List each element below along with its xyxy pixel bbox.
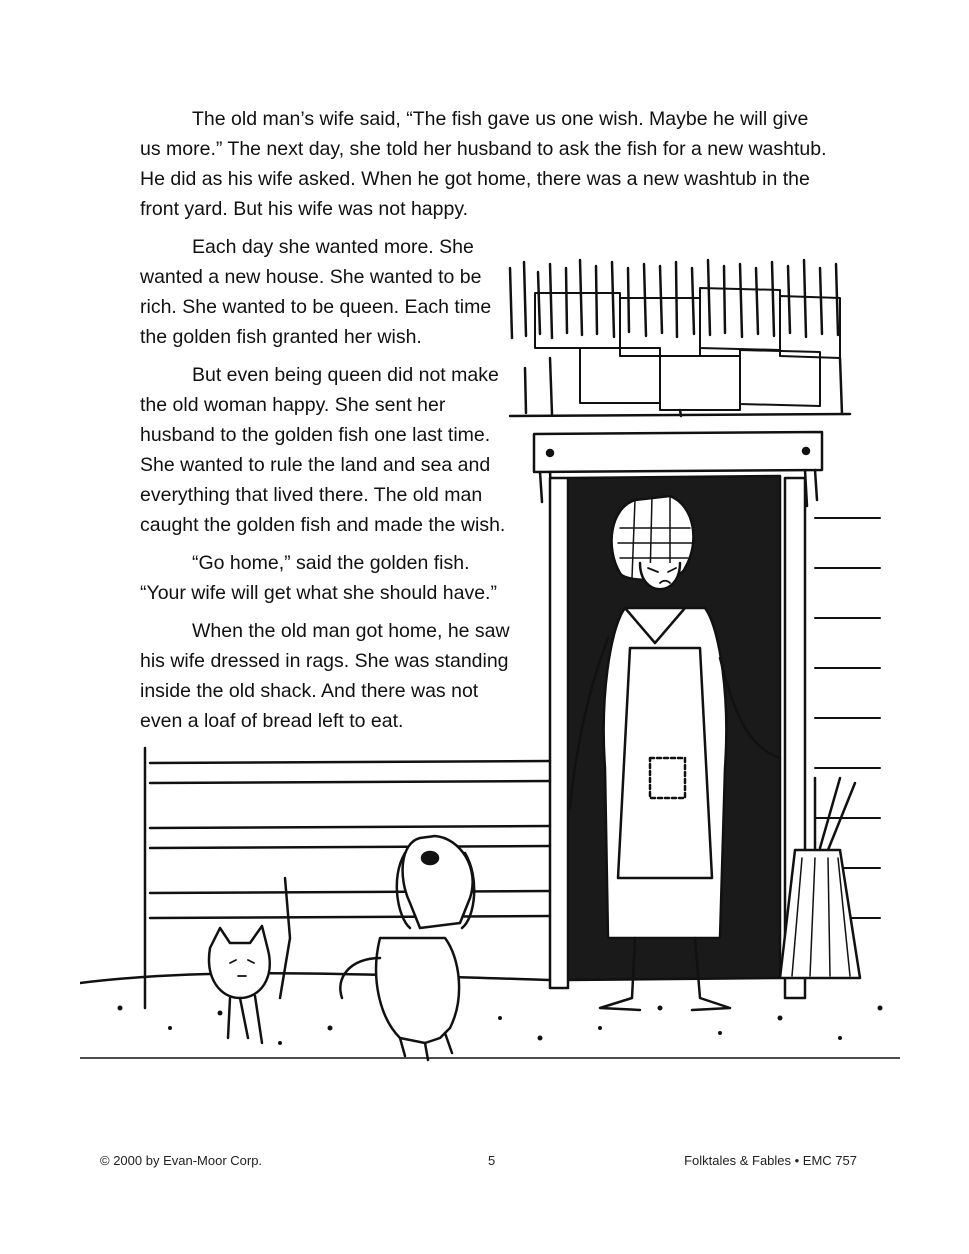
cat-figure	[209, 878, 290, 1043]
story-paragraph-1: The old man’s wife said, “The fish gave us one wish. Maybe he will give us more.” The next day, she told her husband to ask the fish for a new washtub. He did as his wife asked. When he got home, there was a new washtub in the front yard. But his wife was not happy.	[140, 108, 827, 220]
story-paragraph-4: “Go home,” said the golden fish. “Your wife will get what she should have.”	[140, 552, 497, 604]
story-paragraph-3: But even being queen did not make the old woman happy. She sent her husband to the golden fish one last time. She wanted to rule the land and sea and everything that lived there. The old man caught the golden fish and made the wish.	[140, 364, 506, 536]
page-number: 5	[488, 1153, 496, 1168]
page-footer	[100, 1153, 857, 1173]
story-paragraph-2: Each day she wanted more. She wanted a new house. She wanted to be rich. She wanted to be queen. Each time the golden fish granted her wish.	[140, 236, 492, 348]
ground	[80, 973, 900, 1058]
story-paragraph-5: When the old man got home, he saw his wife dressed in rags. She was standing inside the old shack. And there was not even a loaf of bread left to eat.	[140, 620, 510, 732]
dog-figure	[340, 836, 474, 1060]
story-text	[140, 104, 830, 736]
copyright-notice: © 2000 by Evan-Moor Corp.	[100, 1153, 263, 1168]
book-title: Folktales & Fables • EMC 757	[684, 1153, 857, 1168]
